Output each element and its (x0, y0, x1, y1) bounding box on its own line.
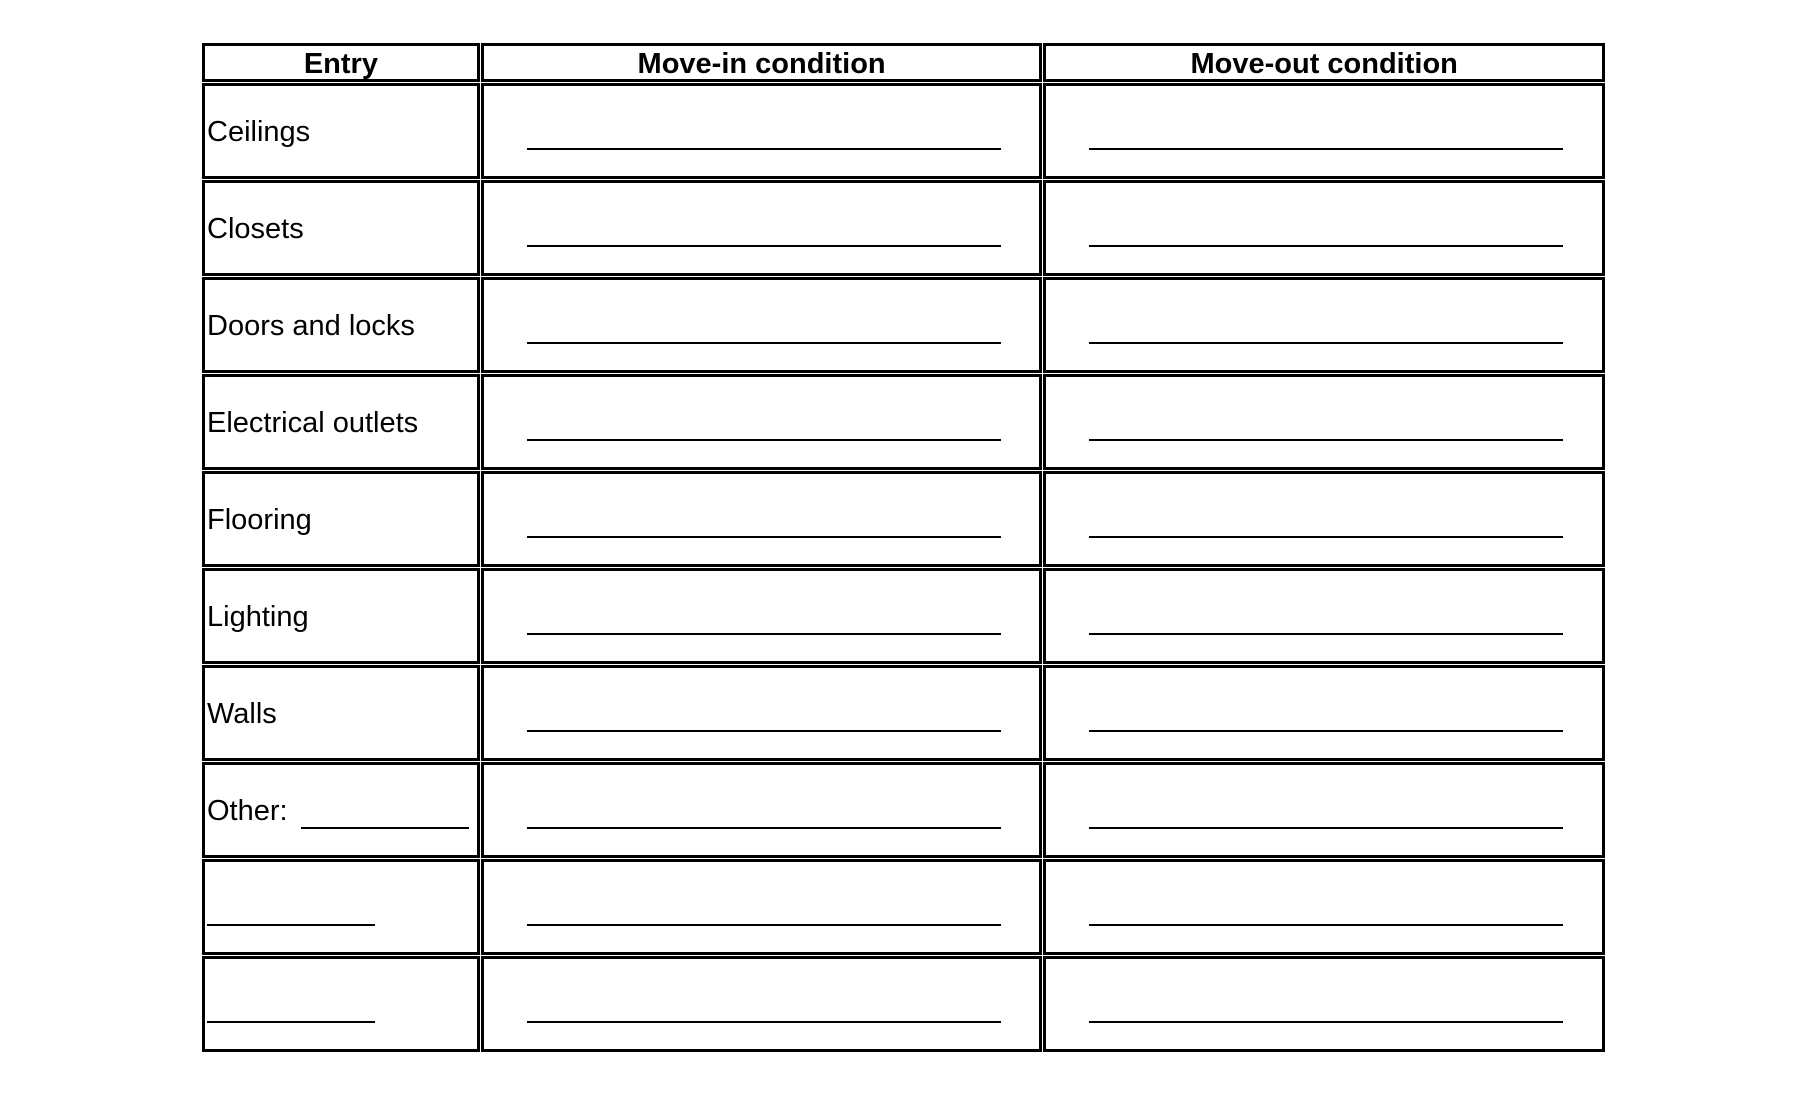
entry-label: Doors and locks (207, 310, 415, 342)
move-out-cell (1043, 471, 1605, 567)
move-out-blank-line[interactable] (1089, 148, 1563, 150)
move-out-blank-line[interactable] (1089, 924, 1563, 926)
entry-cell (202, 859, 480, 955)
entry-cell (202, 277, 480, 373)
entry-cell (202, 956, 480, 1052)
move-in-cell (481, 180, 1043, 276)
move-out-blank-line[interactable] (1089, 1021, 1563, 1023)
header-entry: Entry (202, 43, 480, 82)
header-move-out: Move-out condition (1043, 43, 1605, 82)
entry-label: Walls (207, 698, 277, 730)
entry-cell (202, 374, 480, 470)
entry-cell (202, 83, 480, 179)
entry-label: Flooring (207, 504, 312, 536)
entry-cell (202, 665, 480, 761)
move-out-blank-line[interactable] (1089, 730, 1563, 732)
move-in-blank-line[interactable] (527, 730, 1001, 732)
other-entry-blank-line[interactable] (301, 827, 469, 829)
entry-label: Ceilings (207, 116, 311, 148)
move-in-blank-line[interactable] (527, 924, 1001, 926)
table-row (202, 374, 1606, 471)
move-in-cell (481, 471, 1043, 567)
move-out-cell (1043, 83, 1605, 179)
move-out-blank-line[interactable] (1089, 245, 1563, 247)
move-in-cell (481, 859, 1043, 955)
table-row (202, 859, 1606, 956)
entry-cell (202, 471, 480, 567)
move-in-cell (481, 665, 1043, 761)
table-row (202, 762, 1606, 859)
table-row (202, 180, 1606, 277)
table-row (202, 568, 1606, 665)
move-in-cell (481, 762, 1043, 858)
entry-cell (202, 568, 480, 664)
move-in-blank-line[interactable] (527, 1021, 1001, 1023)
move-in-cell (481, 956, 1043, 1052)
move-out-blank-line[interactable] (1089, 439, 1563, 441)
move-out-cell (1043, 180, 1605, 276)
move-out-cell (1043, 956, 1605, 1052)
move-out-cell (1043, 374, 1605, 470)
entry-cell (202, 180, 480, 276)
move-in-blank-line[interactable] (527, 439, 1001, 441)
table-header-row (202, 43, 1606, 83)
table-row (202, 83, 1606, 180)
move-in-cell (481, 83, 1043, 179)
entry-cell (202, 762, 480, 858)
move-out-blank-line[interactable] (1089, 536, 1563, 538)
table-row (202, 277, 1606, 374)
entry-label: Other: (207, 795, 288, 827)
move-in-cell (481, 374, 1043, 470)
entry-label: Electrical outlets (207, 407, 419, 439)
move-out-blank-line[interactable] (1089, 827, 1563, 829)
table-row (202, 956, 1606, 1053)
condition-checklist-table (202, 43, 1606, 1053)
move-in-blank-line[interactable] (527, 342, 1001, 344)
entry-blank-line[interactable] (207, 924, 375, 926)
move-out-cell (1043, 859, 1605, 955)
move-in-cell (481, 568, 1043, 664)
entry-label: Lighting (207, 601, 309, 633)
move-in-blank-line[interactable] (527, 245, 1001, 247)
move-in-blank-line[interactable] (527, 536, 1001, 538)
move-out-blank-line[interactable] (1089, 342, 1563, 344)
move-in-blank-line[interactable] (527, 827, 1001, 829)
entry-blank-line[interactable] (207, 1021, 375, 1023)
entry-label: Closets (207, 213, 304, 245)
move-out-cell (1043, 568, 1605, 664)
move-out-cell (1043, 762, 1605, 858)
move-in-blank-line[interactable] (527, 633, 1001, 635)
table-row (202, 665, 1606, 762)
move-in-blank-line[interactable] (527, 148, 1001, 150)
move-in-cell (481, 277, 1043, 373)
table-row (202, 471, 1606, 568)
move-out-blank-line[interactable] (1089, 633, 1563, 635)
move-out-cell (1043, 665, 1605, 761)
move-out-cell (1043, 277, 1605, 373)
header-move-in: Move-in condition (481, 43, 1043, 82)
